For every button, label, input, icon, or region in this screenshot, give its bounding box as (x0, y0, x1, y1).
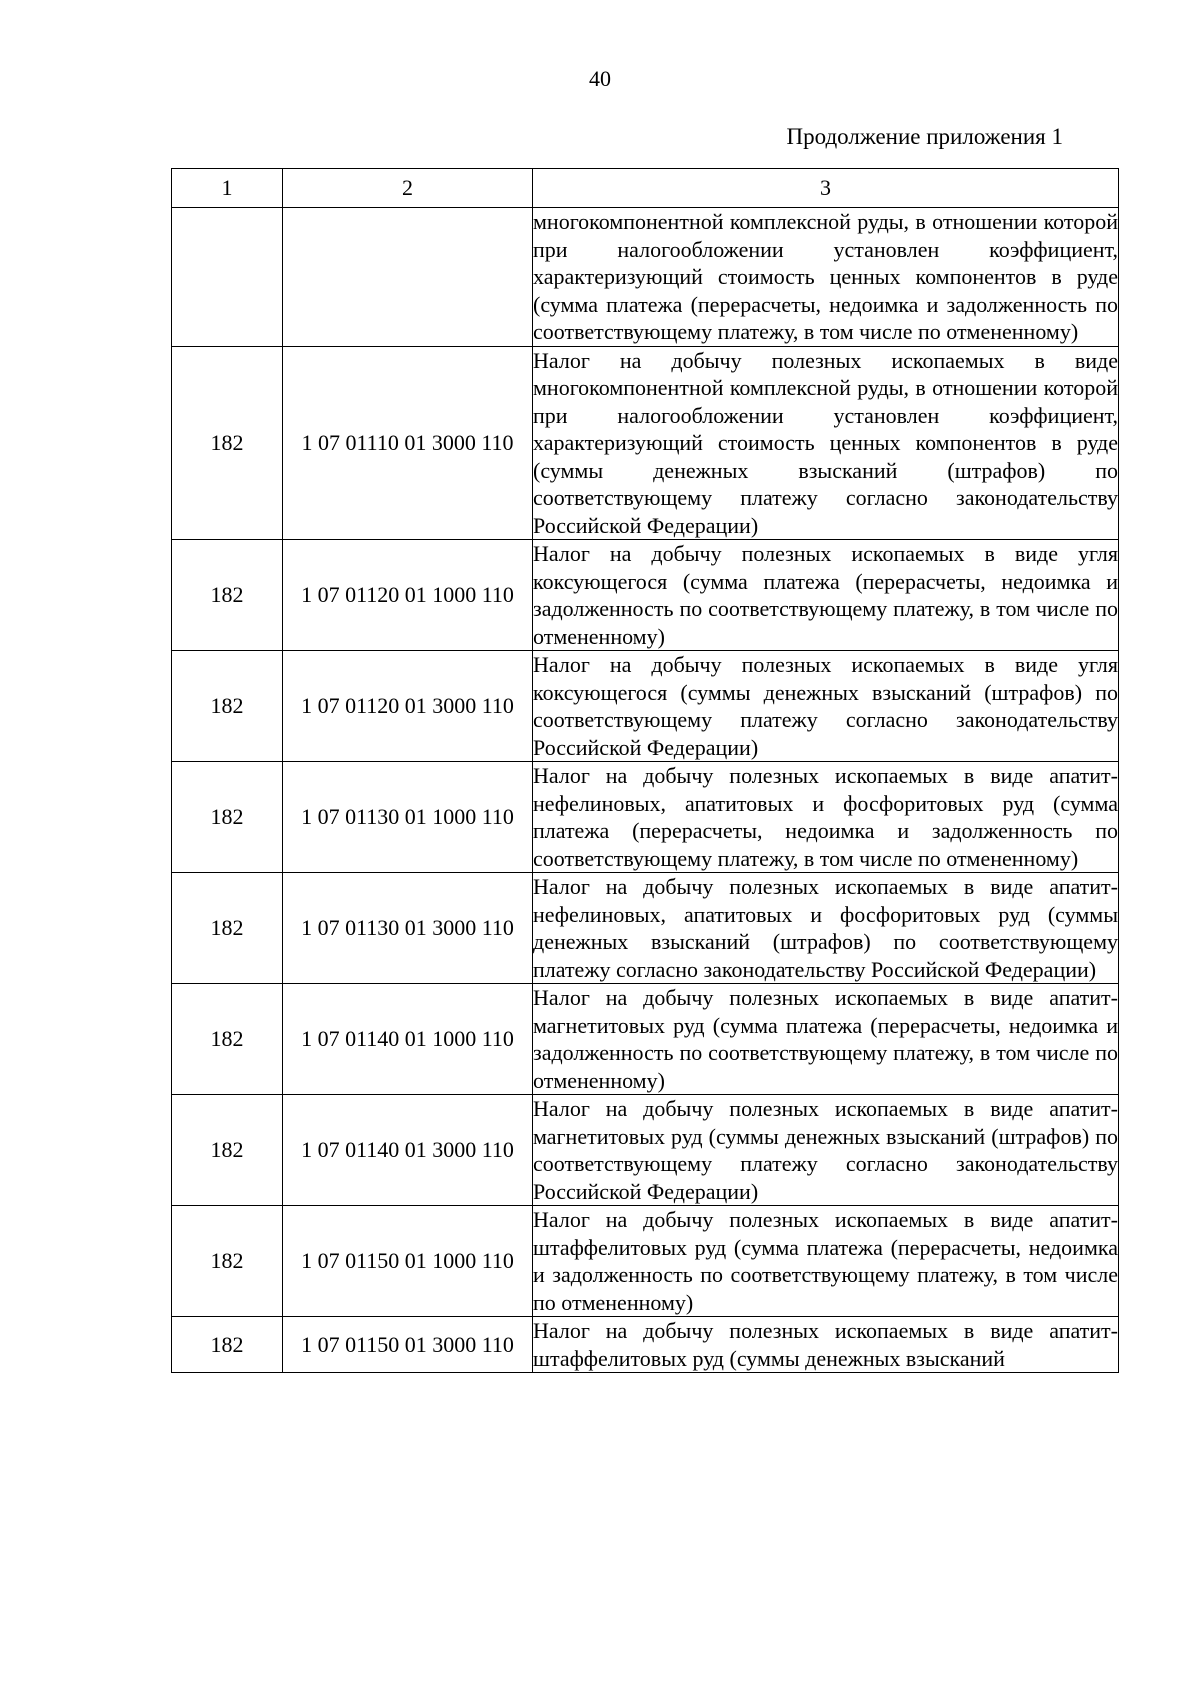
budget-code-cell: 1 07 01140 01 1000 110 (283, 984, 533, 1095)
budget-code-cell: 1 07 01150 01 1000 110 (283, 1206, 533, 1317)
admin-code-cell: 182 (172, 984, 283, 1095)
admin-code-cell: 182 (172, 1095, 283, 1206)
table-row (172, 208, 1119, 347)
description-cell: Налог на добычу полезных ископаемых в виде многокомпонентной комплексной руды, в отношении которой при налогообложении установлен коэффициент, характеризующий стоимость ценных компонентов в руде (суммы денежных взысканий (штрафов) по соответствующему платежу согласно законодательству Российской Федерации) (533, 347, 1118, 538)
table-row (172, 762, 1119, 873)
description-cell: Налог на добычу полезных ископаемых в виде апатит-магнетитовых руд (суммы денежных взысканий (штрафов) по соответствующему платежу согласно законодательству Российской Федерации) (533, 1096, 1118, 1204)
table-row (172, 873, 1119, 984)
column-header: 1 (172, 169, 283, 208)
description-cell: Налог на добычу полезных ископаемых в виде апатит-штаффелитовых руд (суммы денежных взысканий (533, 1318, 1118, 1371)
admin-code-cell: 182 (172, 651, 283, 762)
budget-code-cell: 1 07 01130 01 3000 110 (283, 873, 533, 984)
description-cell: Налог на добычу полезных ископаемых в виде апатит-магнетитовых руд (сумма платежа (перерасчеты, недоимка и задолженность по соответствующему платежу, в том числе по отмененному) (533, 985, 1118, 1093)
table-row (172, 1095, 1119, 1206)
table-row (172, 1317, 1119, 1373)
description-cell: Налог на добычу полезных ископаемых в виде угля коксующегося (сумма платежа (перерасчеты, недоимка и задолженность по соответствующему платежу, в том числе по отмененному) (533, 541, 1118, 649)
budget-code-cell: 1 07 01150 01 3000 110 (283, 1317, 533, 1373)
admin-code-cell: 182 (172, 346, 283, 540)
budget-code-cell: 1 07 01120 01 3000 110 (283, 651, 533, 762)
description-cell: Налог на добычу полезных ископаемых в виде апатит-нефелиновых, апатитовых и фосфоритовых руд (суммы денежных взысканий (штрафов) по соответствующему платежу согласно законодательству Российской Федерации) (533, 874, 1118, 982)
budget-code-cell: 1 07 01130 01 1000 110 (283, 762, 533, 873)
admin-code-cell (172, 208, 283, 347)
column-header: 2 (283, 169, 533, 208)
budget-code-cell: 1 07 01120 01 1000 110 (283, 540, 533, 651)
budget-code-cell (283, 208, 533, 347)
appendix-continuation-label: Продолжение приложения 1 (786, 124, 1063, 149)
table-row (172, 984, 1119, 1095)
admin-code-cell: 182 (172, 873, 283, 984)
budget-codes-table (171, 168, 1119, 1373)
admin-code-cell: 182 (172, 1206, 283, 1317)
budget-code-cell: 1 07 01140 01 3000 110 (283, 1095, 533, 1206)
table-row (172, 651, 1119, 762)
table-header-row (172, 169, 1119, 208)
budget-code-cell: 1 07 01110 01 3000 110 (283, 346, 533, 540)
admin-code-cell: 182 (172, 1317, 283, 1373)
description-cell: Налог на добычу полезных ископаемых в виде апатит-штаффелитовых руд (сумма платежа (перерасчеты, недоимка и задолженность по соответствующему платежу, в том числе по отмененному) (533, 1207, 1118, 1315)
table-row (172, 540, 1119, 651)
admin-code-cell: 182 (172, 762, 283, 873)
table-row (172, 1206, 1119, 1317)
admin-code-cell: 182 (172, 540, 283, 651)
column-header: 3 (533, 169, 1119, 208)
description-cell: многокомпонентной комплексной руды, в отношении которой при налогообложении установлен коэффициент, характеризующий стоимость ценных компонентов в руде (сумма платежа (перерасчеты, недоимка и задолженность по соответствующему платежу, в том числе по отмененному) (533, 209, 1118, 344)
page-number: 40 (589, 66, 611, 91)
table-row (172, 346, 1119, 540)
description-cell: Налог на добычу полезных ископаемых в виде угля коксующегося (суммы денежных взысканий (штрафов) по соответствующему платежу согласно законодательству Российской Федерации) (533, 652, 1118, 760)
description-cell: Налог на добычу полезных ископаемых в виде апатит-нефелиновых, апатитовых и фосфоритовых руд (сумма платежа (перерасчеты, недоимка и задолженность по соответствующему платежу, в том числе по отмененному) (533, 763, 1118, 871)
